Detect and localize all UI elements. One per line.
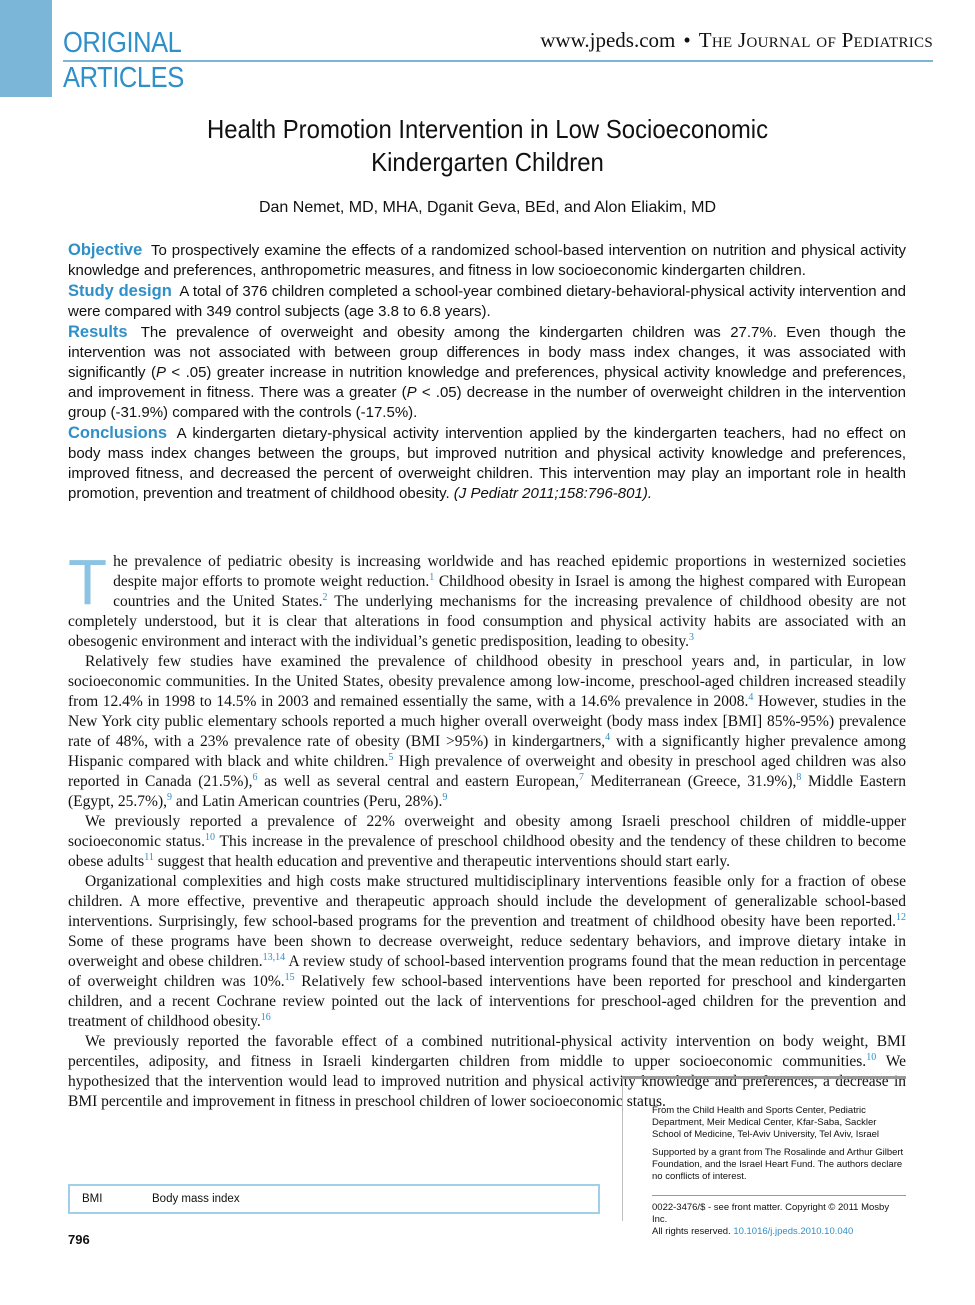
- section-label-line2: ARTICLES: [63, 62, 184, 94]
- results-text-3: < .05) decrease in the number of overweight children in the intervention group (-31.9%) compared with the controls (-17.5%).: [68, 384, 906, 421]
- sidebar-color-bar: [0, 0, 52, 97]
- p2-text-g: Middle Eastern (Egypt, 25.7%),: [68, 773, 906, 810]
- p3-text-c: suggest that health education and preventive and therapeutic interventions should start early.: [153, 853, 731, 870]
- abstract-study-design: [68, 281, 906, 322]
- p5-text-b: We hypothesized that the intervention would lead to improved nutrition and physical activity knowledge and preferences, a decrease in BMI percentile and improvement in fitness in preschool children of lower socioeconomic status.: [68, 1053, 906, 1110]
- study-design-text: A total of 376 children completed a school-year combined dietary-behavioral-physical activity intervention and were compared with 349 control subjects (age 3.8 to 6.8 years).: [68, 283, 907, 320]
- citation-link[interactable]: 3: [689, 631, 695, 643]
- citation-link[interactable]: 12: [896, 911, 906, 923]
- citation-link[interactable]: 13,14: [262, 951, 286, 963]
- paragraph-4: [68, 872, 906, 1032]
- abbreviation-definition: Body mass index: [152, 1193, 240, 1205]
- copyright-text: 0022-3476/$ - see front matter. Copyright © 2011 Mosby Inc.: [652, 1202, 890, 1225]
- paragraph-2: [68, 652, 906, 812]
- results-p-symbol: P: [155, 364, 166, 381]
- abstract-objective: [68, 240, 906, 281]
- drop-cap: T: [68, 546, 108, 618]
- header-rule: [63, 60, 933, 62]
- article-title: [131, 113, 844, 179]
- p1-text-b: Childhood obesity in Israel is among the highest compared with European countries and the United States.: [113, 573, 906, 610]
- p4-text-b: Some of these programs have been shown to decrease overweight, reduce sedentary behaviors, and improve dietary intake in overweight and obese children.: [68, 933, 906, 970]
- journal-website-link[interactable]: www.jpeds.com: [540, 28, 676, 52]
- doi-link[interactable]: 10.1016/j.jpeds.2010.10.040: [733, 1226, 854, 1237]
- citation-link[interactable]: 6: [252, 771, 258, 783]
- abstract: [68, 240, 906, 504]
- affiliation-text: From the Child Health and Sports Center, Pediatric Department, Meir Medical Center, Kfar-Saba, Sackler School of Medicine, Tel-Aviv University, Tel Aviv, Israel: [652, 1105, 880, 1140]
- p3-text-b: This increase in the prevalence of preschool childhood obesity and the tendency of these children to become obese adults: [68, 833, 906, 870]
- body-text: [68, 546, 907, 1112]
- objective-text: To prospectively examine the effects of a randomized school-based intervention on nutrition and physical activity knowledge and preferences, anthropometric measures, and fitness in low socioeconomic kindergarten children.: [68, 242, 906, 279]
- results-text-2: < .05) greater increase in nutrition knowledge and preferences, physical activity knowledge and preferences, and improvement in fitness. There was a greater (: [68, 364, 906, 401]
- abbreviation-term: BMI: [82, 1193, 103, 1205]
- citation-link[interactable]: 10: [204, 831, 215, 843]
- abstract-conclusions: [68, 423, 906, 504]
- rights-text: All rights reserved.: [652, 1226, 731, 1237]
- page-number: 796: [68, 1232, 90, 1247]
- citation-link[interactable]: 15: [284, 971, 295, 983]
- p4-text-a: Organizational complexities and high costs make structured multidisciplinary interventions feasible only for a fraction of obese children. A more effective, preventive and therapeutic approach should include the development of generalizable school-based interventions. Surprisingly, few school-based programs for the prevention and treatment of childhood obesity have been reported.: [68, 873, 906, 930]
- title-line2: Kindergarten Children: [371, 147, 604, 177]
- paragraph-1: [68, 546, 906, 652]
- affiliation-box: [622, 1076, 906, 1237]
- study-design-heading: Study design: [68, 282, 172, 300]
- p1-text-a: he prevalence of pediatric obesity is increasing worldwide and has reached epidemic proportions in westernized societies despite major efforts to promote weight reduction.: [113, 553, 906, 590]
- p2-text-e: as well as several central and eastern European,: [257, 773, 579, 790]
- citation-link[interactable]: 10: [866, 1051, 877, 1063]
- journal-name: The Journal of Pediatrics: [698, 28, 933, 52]
- citation-link[interactable]: 16: [260, 1011, 271, 1023]
- p2-text-a: Relatively few studies have examined the prevalence of childhood obesity in preschool years and, in particular, in low socioeconomic communities. In the United States, obesity prevalence among low-income, preschool-aged children increased steadily from 12.4% in 1998 to 14.5% in 2003 and remained essentially the same, with a 14.6% prevalence in 2008.: [68, 653, 906, 710]
- conclusions-text: A kindergarten dietary-physical activity intervention applied by the kindergarten teachers, had no effect on body mass index changes between the groups, but improved nutrition and physical activity knowledge and preferences, improved fitness, and decreased the percent of overweight children. This intervention may play an important role in health promotion, prevention and treatment of childhood obesity.: [68, 425, 906, 502]
- p5-text-a: We previously reported the favorable effect of a combined nutritional-physical activity intervention on body weight, BMI percentiles, adiposity, and fitness in Israeli kindergarten children from middle to upper socioeconomic communities.: [68, 1033, 906, 1070]
- rights-line: [652, 1226, 906, 1238]
- p2-text-d: High prevalence of overweight and obesity in preschool aged children was also reported in Canada (21.5%),: [68, 753, 906, 790]
- p4-text-d: Relatively few school-based interventions have been reported for preschool and kindergarten children, and a recent Cochrane review pointed out the lack of interventions for preschool-aged children for the prevention and treatment of childhood obesity.: [68, 973, 906, 1030]
- journal-citation: (J Pediatr 2011;158:796-801).: [453, 485, 652, 502]
- p2-text-b: However, studies in the New York city public elementary schools reported a much higher overall overweight (body mass index [BMI] 85%-95%) prevalence rate of 48%, with a 23% prevalence rate of obesity (BMI >95%) in kindergartners,: [68, 693, 906, 750]
- citation-link[interactable]: 7: [578, 771, 584, 783]
- paragraph-3: [68, 812, 906, 872]
- p3-text-a: We previously reported a prevalence of 22% overweight and obesity among Israeli preschool children of middle-upper socioeconomic status.: [68, 813, 906, 850]
- citation-link[interactable]: 2: [322, 591, 328, 603]
- p2-text-h: and Latin American countries (Peru, 28%).: [172, 793, 443, 810]
- author-list: Dan Nemet, MD, MHA, Dganit Geva, BEd, and Alon Eliakim, MD: [258, 199, 717, 216]
- citation-link[interactable]: 4: [748, 691, 754, 703]
- citation-link[interactable]: 1: [429, 571, 435, 583]
- abbreviations-box: [68, 1184, 600, 1214]
- title-line1: Health Promotion Intervention in Low Socioeconomic: [206, 114, 769, 144]
- results-heading: Results: [68, 323, 128, 341]
- section-label-line1: ORIGINAL: [63, 27, 182, 59]
- results-text-1: The prevalence of overweight and obesity among the kindergarten children was 27.7%. Even though the intervention was not associated with between group differences in body mass index changes, it was associated with significantly (: [68, 324, 906, 381]
- conclusions-heading: Conclusions: [68, 424, 168, 442]
- citation-link[interactable]: 5: [388, 751, 394, 763]
- citation-link[interactable]: 9: [442, 791, 448, 803]
- citation-link[interactable]: 9: [167, 791, 173, 803]
- results-p-symbol-2: P: [406, 384, 417, 401]
- citation-link[interactable]: 8: [796, 771, 802, 783]
- funding-text: Supported by a grant from The Rosalinde and Arthur Gilbert Foundation, and the Israel Heart Fund. The authors declare no conflicts of interest.: [652, 1147, 904, 1182]
- p2-text-f: Mediterranean (Greece, 31.9%),: [583, 773, 797, 790]
- journal-header: [540, 28, 933, 53]
- objective-heading: Objective: [68, 241, 143, 259]
- p4-text-c: A review study of school-based intervention programs found that the mean reduction in percentage of overweight children was 10%.: [68, 953, 907, 990]
- citation-link[interactable]: 4: [605, 731, 611, 743]
- citation-link[interactable]: 11: [144, 851, 154, 863]
- header-bullet: •: [683, 28, 691, 52]
- p2-text-c: with a significantly higher prevalence among Hispanic compared with black and white children.: [68, 733, 906, 770]
- abstract-results: [68, 322, 906, 423]
- affiliation-divider: [652, 1195, 906, 1196]
- p1-text-c: The underlying mechanisms for the increasing prevalence of childhood obesity are not completely understood, but it is clear that alterations in food consumption and physical activity habits are associated with an obesogenic environment and interact with the individual’s genetic predisposition, leading to obesity.: [68, 593, 906, 650]
